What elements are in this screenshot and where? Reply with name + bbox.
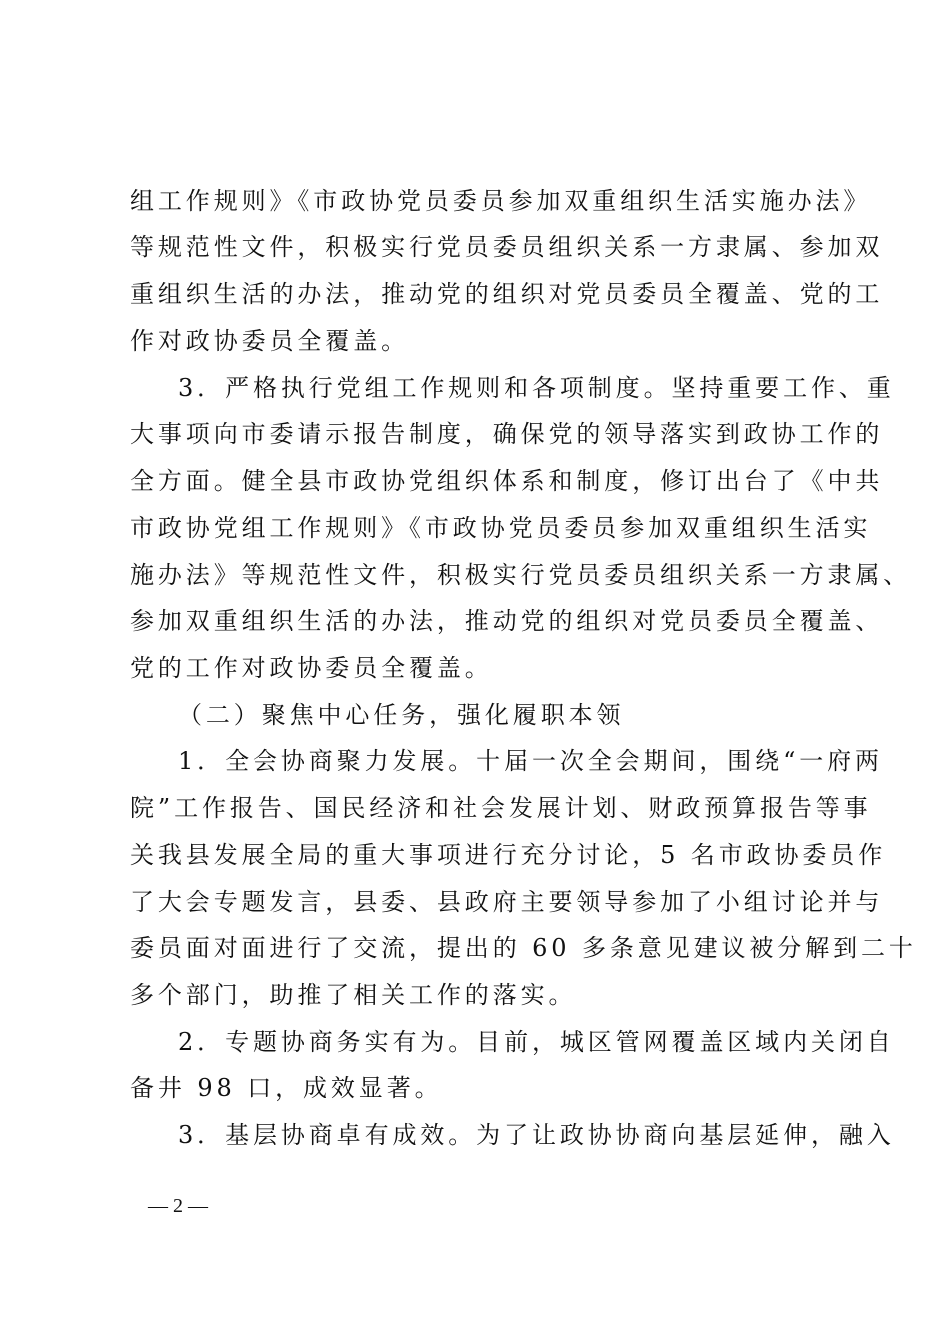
text-line: 市政协党组工作规则》《市政协党员委员参加双重组织生活实: [130, 514, 872, 542]
text-line: 重组织生活的办法，推动党的组织对党员委员全覆盖、党的工: [130, 280, 884, 308]
text-line: 施办法》等规范性文件，积极实行党员委员组织关系一方隶属、: [130, 561, 912, 589]
paragraph-start-line: 2．专题协商务实有为。目前，城区管网覆盖区域内关闭自: [178, 1028, 895, 1056]
page-number: — 2 —: [148, 1195, 208, 1217]
paragraph-start-line: 3．严格执行党组工作规则和各项制度。坚持重要工作、重: [178, 374, 895, 402]
text-line: 参加双重组织生活的办法，推动党的组织对党员委员全覆盖、: [130, 607, 884, 635]
text-line: 备井 98 口，成效显著。: [130, 1074, 443, 1102]
text-line: 大事项向市委请示报告制度，确保党的领导落实到政协工作的: [130, 420, 884, 448]
text-line: 全方面。健全县市政协党组织体系和制度，修订出台了《中共: [130, 467, 884, 495]
paragraph-start-line: 1．全会协商聚力发展。十届一次全会期间，围绕“一府两: [178, 747, 883, 775]
text-line: 院”工作报告、国民经济和社会发展计划、财政预算报告等事: [130, 794, 872, 822]
section-heading: （二）聚焦中心任务，强化履职本领: [178, 701, 625, 729]
text-line: 多个部门，助推了相关工作的落实。: [130, 981, 577, 1009]
text-line: 组工作规则》《市政协党员委员参加双重组织生活实施办法》: [130, 187, 872, 215]
text-line: 关我县发展全局的重大事项进行充分讨论，5 名市政协委员作: [130, 841, 887, 869]
text-line: 了大会专题发言，县委、县政府主要领导参加了小组讨论并与: [130, 888, 884, 916]
text-line: 委员面对面进行了交流，提出的 60 多条意见建议被分解到二十: [130, 934, 917, 962]
text-line: 等规范性文件，积极实行党员委员组织关系一方隶属、参加双: [130, 233, 884, 261]
text-line: 党的工作对政协委员全覆盖。: [130, 654, 493, 682]
paragraph-start-line: 3．基层协商卓有成效。为了让政协协商向基层延伸，融入: [178, 1121, 895, 1149]
text-line: 作对政协委员全覆盖。: [130, 327, 409, 355]
